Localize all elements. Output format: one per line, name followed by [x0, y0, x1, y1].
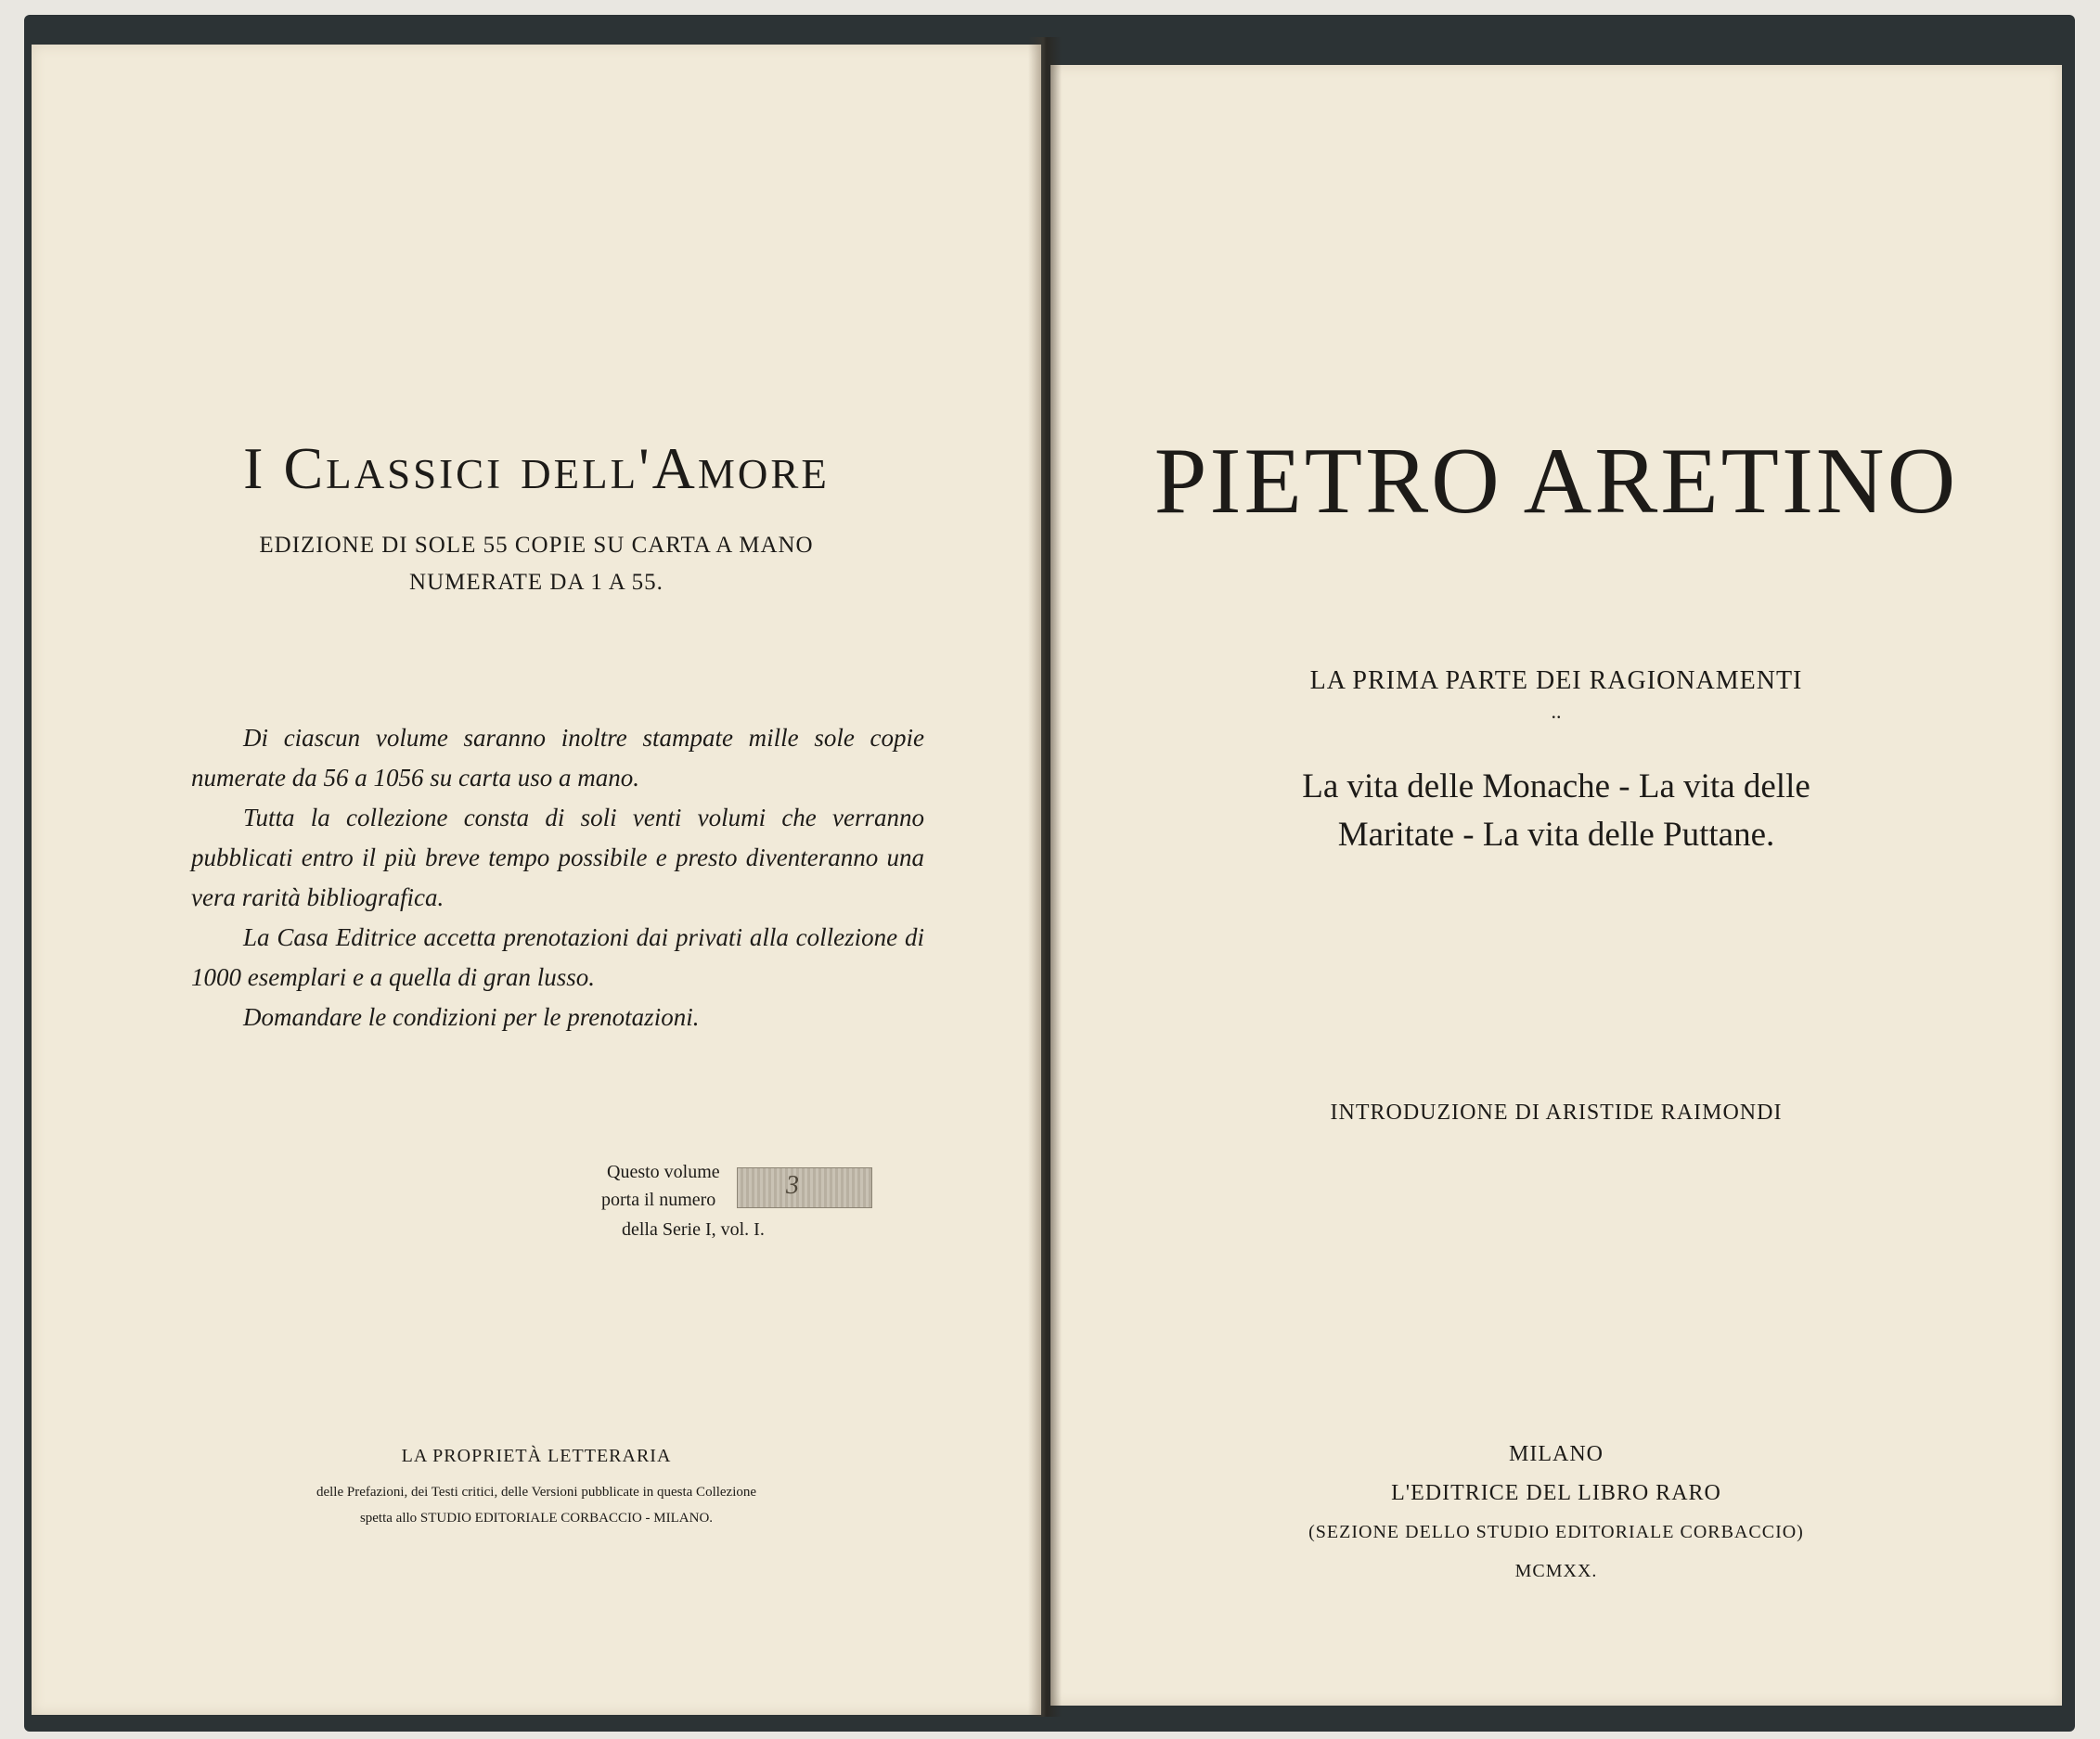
- right-page: [1050, 65, 2062, 1706]
- note-paragraph: Domandare le condizioni per le prenotazioni.: [243, 1003, 700, 1031]
- rights-line: spetta allo STUDIO EDITORIALE CORBACCIO - MILANO.: [359, 1511, 714, 1526]
- stamped-number-value: 3: [786, 1171, 799, 1200]
- author-name: PIETRO ARETINO: [1153, 429, 1959, 534]
- stamped-number: [737, 1167, 872, 1208]
- left-page: [32, 45, 1041, 1715]
- edition-line: EDIZIONE DI SOLE 55 COPIE SU CARTA A MANO: [259, 533, 814, 558]
- separator-dots: ..: [1551, 700, 1562, 723]
- book-gutter: [1028, 37, 1062, 1717]
- note-paragraph: La Casa Editrice accetta prenotazioni dai privati alla collezione di 1000 esemplari e a quella di gran lusso.: [191, 923, 924, 991]
- copy-number-line: Questo volume: [607, 1162, 720, 1182]
- rights-text: [32, 1479, 1041, 1531]
- collection-notes: [191, 718, 924, 1037]
- work-subtitle: La vita delle Monache - La vita delle Maritate - La vita delle Puttane.: [1302, 767, 1810, 854]
- imprint: [1050, 1435, 2062, 1591]
- imprint-section: (SEZIONE DELLO STUDIO EDITORIALE CORBACCIO): [1308, 1522, 1804, 1542]
- edition-statement: [32, 527, 1041, 601]
- note-paragraph: Tutta la collezione consta di soli venti volumi che verranno pubblicati entro il più breve tempo possibile e presto diventeranno una vera rarità bibliografica.: [191, 804, 924, 911]
- edition-line: NUMERATE DA 1 A 55.: [409, 570, 663, 595]
- introduction-credit: INTRODUZIONE DI ARISTIDE RAIMONDI: [1330, 1101, 1783, 1125]
- note-paragraph: Di ciascun volume saranno inoltre stampate mille sole copie numerate da 56 a 1056 su carta uso a mano.: [191, 724, 924, 792]
- imprint-publisher: L'EDITRICE DEL LIBRO RARO: [1391, 1481, 1721, 1505]
- copy-number-line: porta il numero: [601, 1190, 716, 1210]
- rights-heading: LA PROPRIETÀ LETTERARIA: [401, 1446, 672, 1466]
- series-title: I Classici dell'Amore: [243, 435, 830, 501]
- copy-number-line: della Serie I, vol. I.: [622, 1219, 765, 1240]
- rights-line: delle Prefazioni, dei Testi critici, delle Versioni pubblicate in questa Collezione: [316, 1485, 757, 1500]
- imprint-year: MCMXX.: [1514, 1561, 1598, 1581]
- imprint-city: MILANO: [1509, 1442, 1604, 1466]
- work-part-title: LA PRIMA PARTE DEI RAGIONAMENTI: [1309, 666, 1803, 695]
